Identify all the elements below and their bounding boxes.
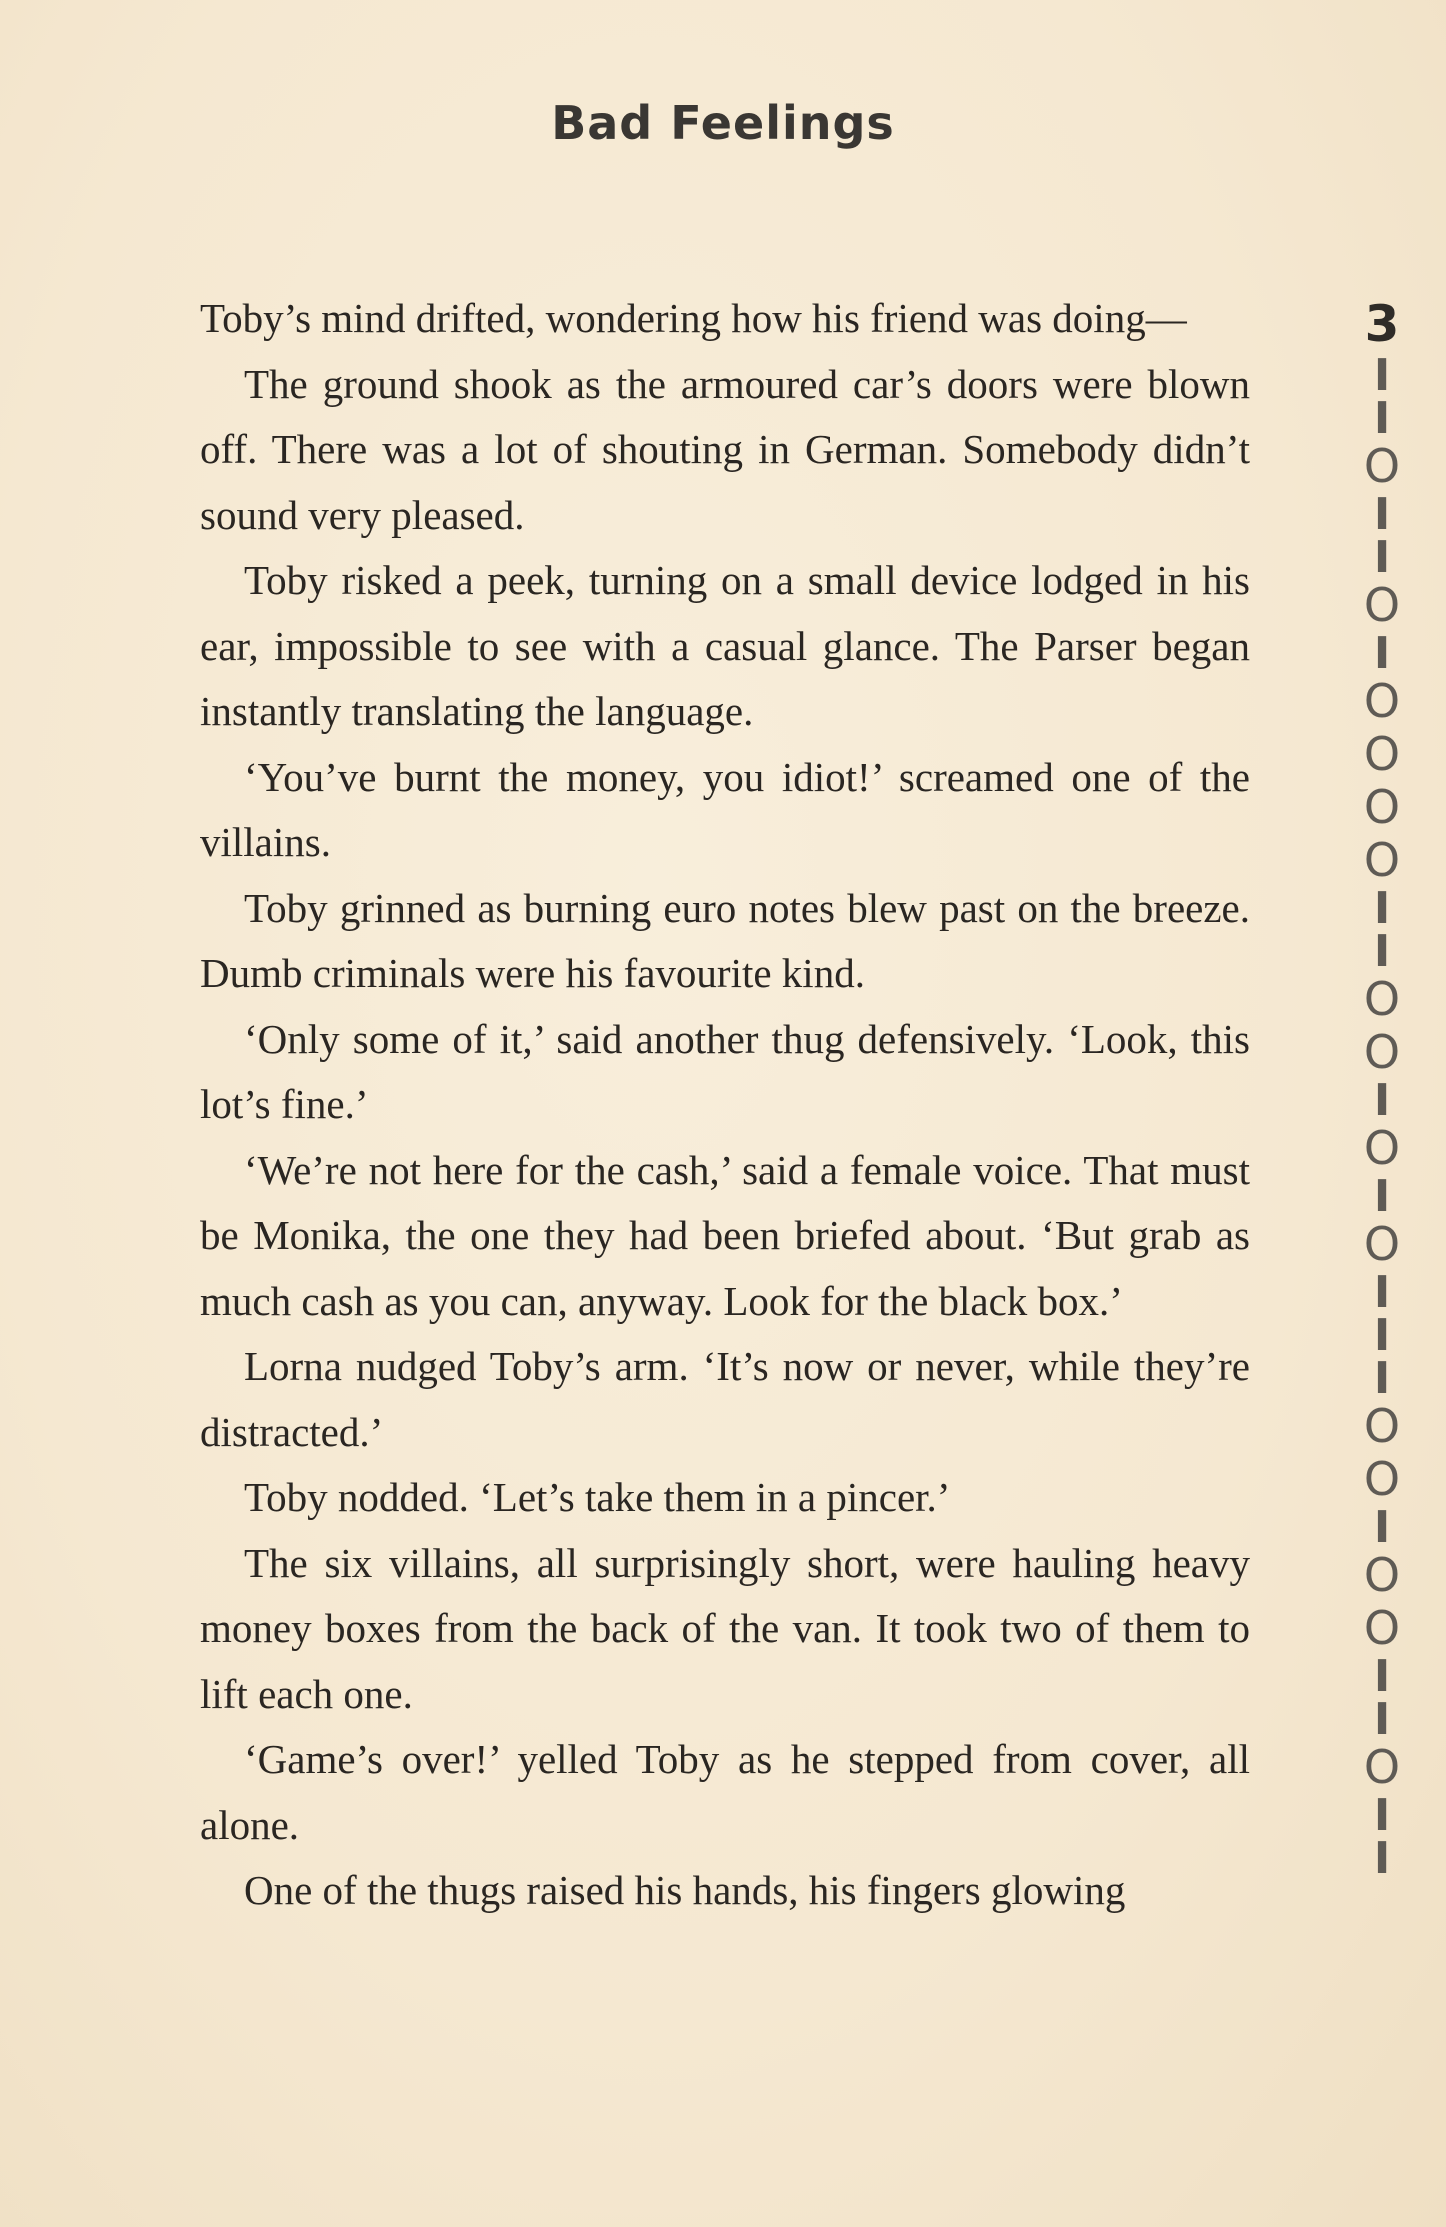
paragraph: Toby’s mind drifted, wondering how his friend was doing—	[200, 295, 1187, 341]
binary-digit: I	[1373, 1075, 1391, 1126]
binary-digit: O	[1363, 780, 1401, 834]
binary-digit: I	[1373, 1833, 1391, 1884]
paragraph: One of the thugs raised his hands, his fingers glowing	[244, 1867, 1126, 1913]
chapter-number: 3	[1364, 295, 1400, 353]
binary-digit: O	[1363, 1025, 1401, 1079]
binary-digit: I	[1373, 1171, 1391, 1222]
paragraph: The ground shook as the armoured car’s doors were blown off. There was a lot of shouting in German. Somebody didn’t sound very pleased.	[200, 360, 1250, 538]
binary-digit: O	[1363, 972, 1401, 1026]
paragraph: Toby grinned as burning euro notes blew past on the breeze. Dumb criminals were his favourite kind.	[200, 884, 1250, 996]
binary-digit: O	[1363, 1452, 1401, 1506]
binary-digit: O	[1363, 1217, 1401, 1271]
binary-chapter-strip	[1346, 295, 1418, 1884]
binary-digit: O	[1363, 1740, 1401, 1794]
binary-digit: I	[1373, 1651, 1391, 1702]
binary-digit: I	[1373, 1694, 1391, 1745]
binary-digit: O	[1363, 833, 1401, 887]
binary-digit: I	[1373, 628, 1391, 679]
paragraph: ‘We’re not here for the cash,’ said a female voice. That must be Monika, the one they had been briefed about. ‘But grab as much cash as you can, anyway. Look for the black box.’	[200, 1146, 1250, 1324]
chapter-title: Bad Feelings	[551, 96, 895, 150]
binary-digit: I	[1373, 1310, 1391, 1361]
binary-digit: I	[1373, 489, 1391, 540]
paragraph: Toby nodded. ‘Let’s take them in a pincer.’	[244, 1474, 951, 1520]
binary-digit: I	[1373, 1790, 1391, 1841]
binary-digit: O	[1363, 439, 1401, 493]
binary-digit: I	[1373, 393, 1391, 444]
paragraph: Lorna nudged Toby’s arm. ‘It’s now or never, while they’re distracted.’	[200, 1343, 1250, 1455]
paragraph: Toby risked a peek, turning on a small device lodged in his ear, impossible to see with a casual glance. The Parser began instantly translating the language.	[200, 557, 1250, 734]
binary-digit: O	[1363, 578, 1401, 632]
binary-digit: O	[1363, 1548, 1401, 1602]
binary-digit: O	[1363, 1601, 1401, 1655]
binary-digit: O	[1363, 1399, 1401, 1453]
binary-digit: I	[1373, 1353, 1391, 1404]
binary-digit: I	[1373, 926, 1391, 977]
chapter-body	[200, 286, 1250, 1924]
binary-digit: O	[1363, 727, 1401, 781]
paragraph: ‘Game’s over!’ yelled Toby as he stepped from cover, all alone.	[200, 1736, 1250, 1848]
binary-digit: O	[1363, 1121, 1401, 1175]
paragraph: ‘You’ve burnt the money, you idiot!’ screamed one of the villains.	[200, 753, 1250, 865]
binary-digit: I	[1373, 1502, 1391, 1553]
binary-digit: O	[1363, 674, 1401, 728]
paragraph: ‘Only some of it,’ said another thug defensively. ‘Look, this lot’s fine.’	[200, 1015, 1250, 1127]
binary-digit: I	[1373, 532, 1391, 583]
binary-digit: I	[1373, 350, 1391, 401]
binary-digit: I	[1373, 883, 1391, 934]
binary-digit: I	[1373, 1267, 1391, 1318]
paragraph: The six villains, all surprisingly short, were hauling heavy money boxes from the back of the van. It took two of them to lift each one.	[200, 1539, 1250, 1717]
